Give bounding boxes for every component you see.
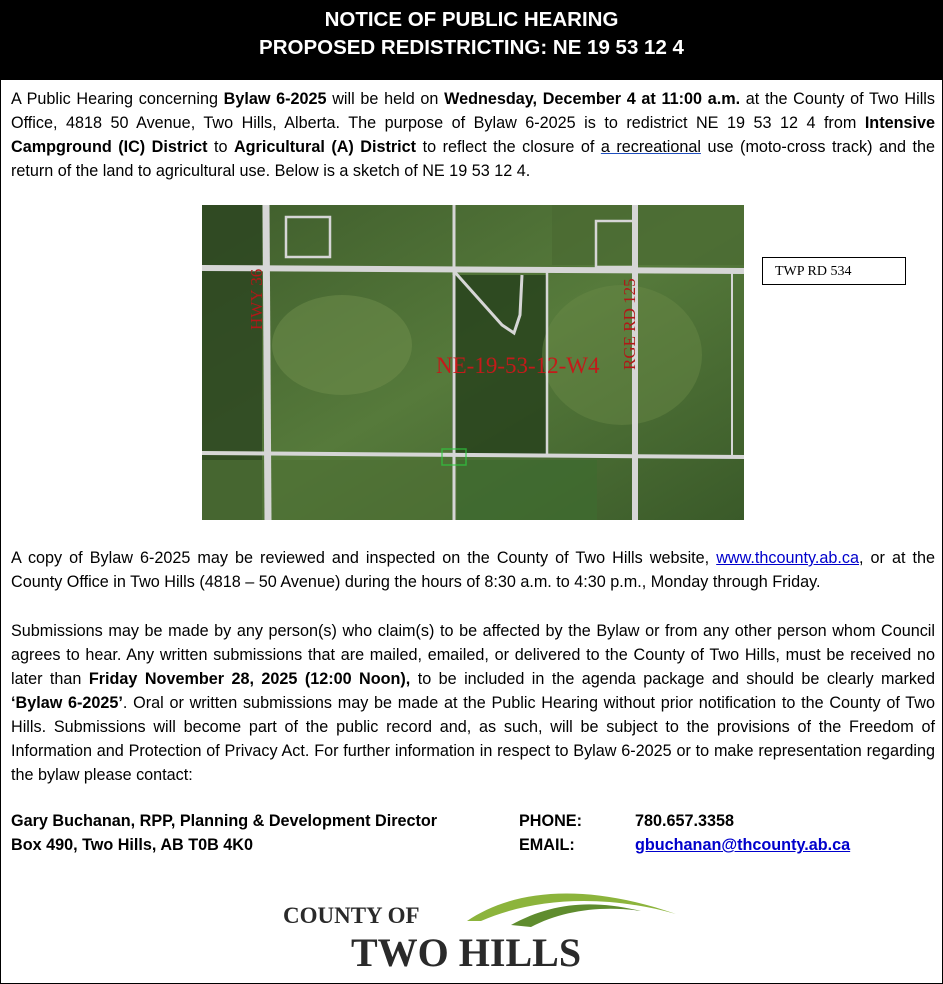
copy-text: , or at the County Office in Two Hills (4818 – 50 Avenue) during the hours of 8:30 a.m. to 4:30 p.m., Monday through Friday. — [11, 549, 935, 591]
intro-text: to reflect the closure of — [416, 138, 601, 156]
logo-swoosh-icon — [511, 904, 641, 927]
submissions-paragraph — [11, 619, 935, 787]
intro-paragraph — [11, 87, 935, 183]
contact-address: Box 490, Two Hills, AB T0B 4K0 — [11, 836, 253, 854]
notice-header — [1, 1, 942, 80]
email-label: EMAIL: — [519, 836, 575, 854]
intro-text: use (moto-cross track) and the return of the land to agricultural use. Below is a sketch of NE 19 53 12 4. — [11, 138, 935, 180]
range-road-label: RGE RD 125 — [620, 278, 639, 370]
notice-subtitle: PROPOSED REDISTRICTING: NE 19 53 12 4 — [259, 36, 684, 59]
submissions-text: . Oral or written submissions may be made at the Public Hearing without prior notification to the County of Two Hills. Submissions will become part of the public record and, as such, will be subject to the provisions of the Freedom of Information and Protection of Privacy Act. For further information in respect to Bylaw 6-2025 or to make representation regarding the bylaw please contact: — [11, 694, 935, 784]
intro-text: A Public Hearing concerning — [11, 90, 224, 108]
county-logo — [281, 881, 701, 981]
notice-title: NOTICE OF PUBLIC HEARING — [324, 8, 619, 31]
intro-text: to — [207, 138, 234, 156]
current-district: Intensive Campground (IC) District — [11, 114, 935, 156]
logo-line1: COUNTY OF — [283, 903, 420, 928]
phone-number: 780.657.3358 — [635, 812, 735, 830]
email-link[interactable]: gbuchanan@thcounty.ab.ca — [635, 836, 851, 854]
highway-label: HWY 36 — [247, 268, 266, 330]
intro-text: will be held on — [326, 90, 445, 108]
copy-text: A copy of Bylaw 6-2025 may be reviewed and inspected on the County of Two Hills website, — [11, 549, 717, 567]
parcel-label: NE-19-53-12-W4 — [436, 353, 600, 378]
hearing-date: Wednesday, December 4 at 11:00 a.m. — [444, 90, 741, 108]
contact-name: Gary Buchanan, RPP, Planning & Development Director — [11, 812, 438, 830]
proposed-district: Agricultural (A) District — [233, 138, 417, 156]
deadline-date: Friday November 28, 2025 (12:00 Noon), — [88, 670, 411, 688]
submissions-text: to be included in the agenda package and should be clearly marked — [410, 670, 936, 688]
copy-paragraph — [11, 546, 935, 594]
parcel-map — [202, 205, 744, 520]
submissions-text: Submissions may be made by any person(s) who claim(s) to be affected by the Bylaw or from any other person whom Council agrees to hear. Any written submissions that are mailed, emailed, or delivered to the County of Two Hills, must be received no later than — [11, 622, 935, 688]
bylaw-marking: ‘Bylaw 6-2025’ — [11, 694, 123, 712]
underlined-text: a recreational — [600, 138, 701, 156]
bylaw-number: Bylaw 6-2025 — [223, 90, 327, 108]
website-link[interactable]: www.thcounty.ab.ca — [716, 549, 859, 567]
logo-line2: TWO HILLS — [351, 930, 582, 975]
phone-label: PHONE: — [519, 812, 582, 830]
intro-text: at the County of Two Hills Office, 4818 50 Avenue, Two Hills, Alberta. The purpose of Bylaw 6-2025 is to redistrict NE 19 53 12 4 from — [11, 90, 935, 132]
township-road-label: TWP RD 534 — [762, 257, 906, 285]
